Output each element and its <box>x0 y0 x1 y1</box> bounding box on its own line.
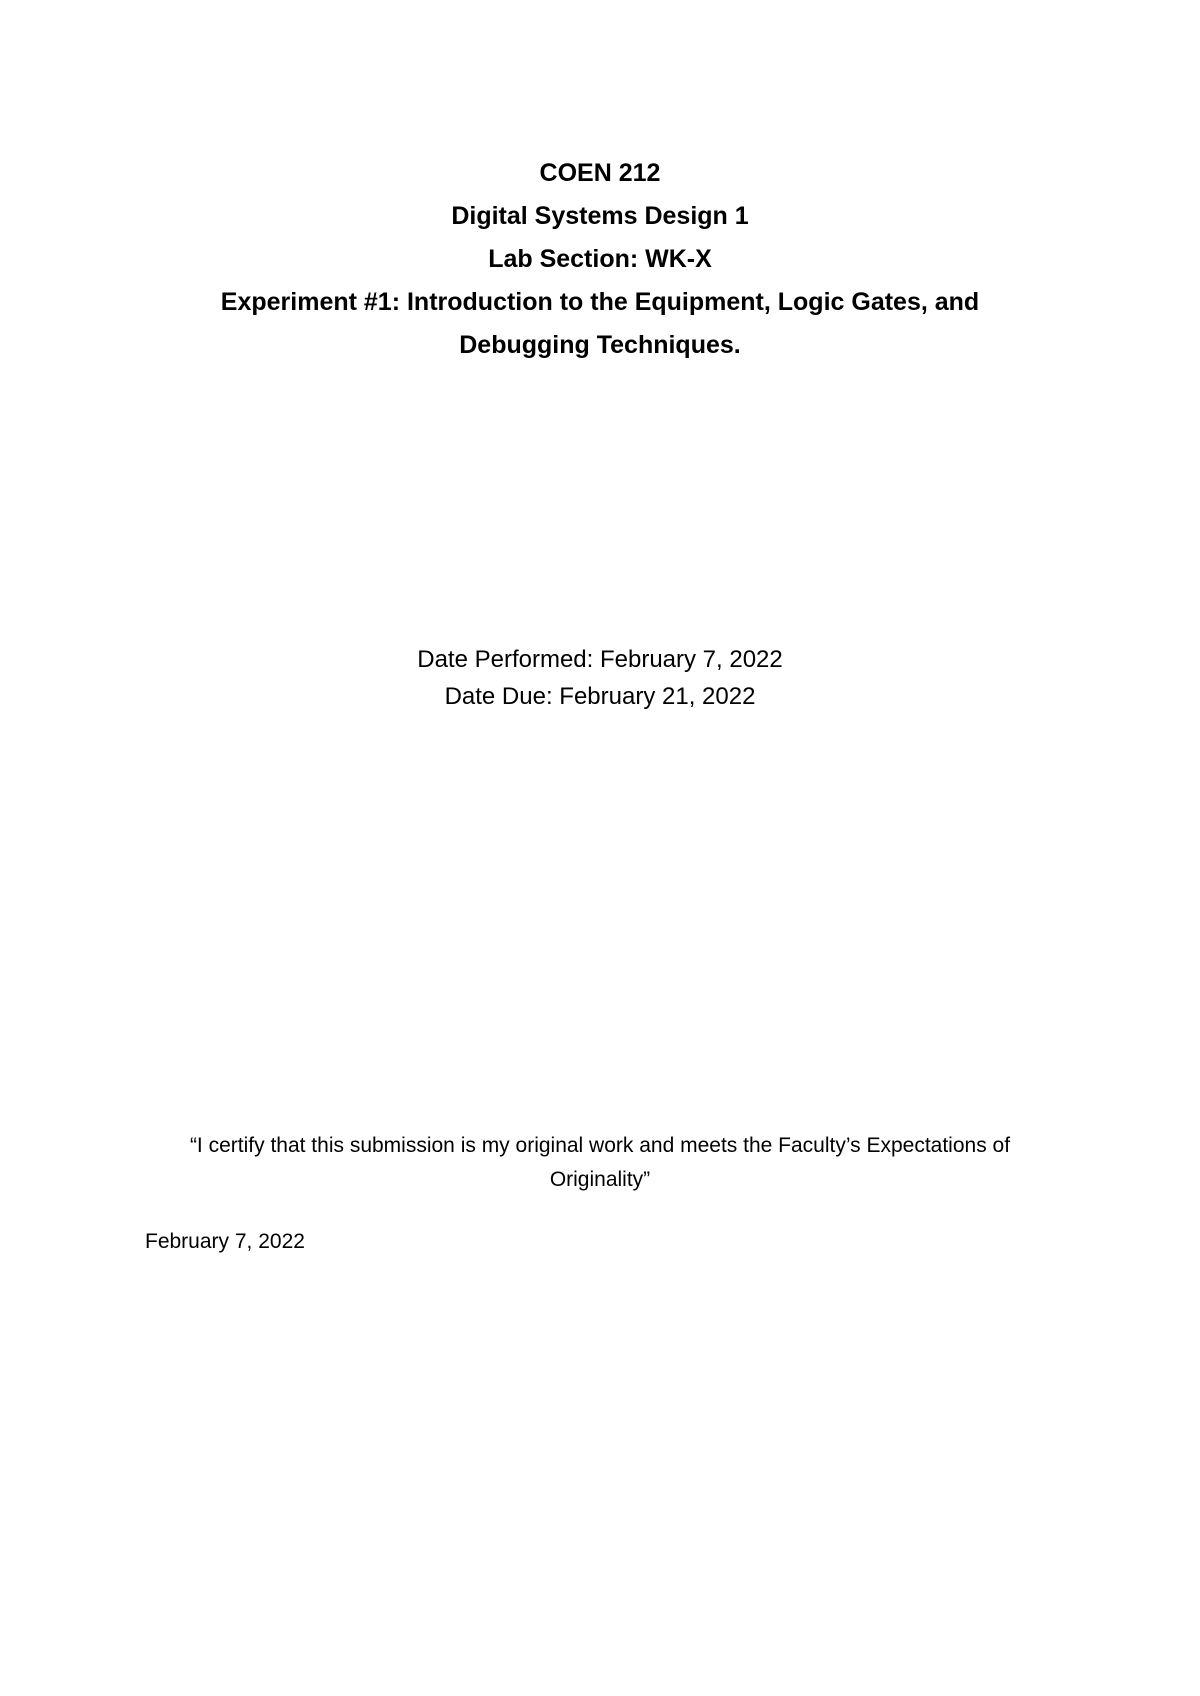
certification-line-2: Originality” <box>549 1168 651 1191</box>
lab-section: Lab Section: WK-X <box>488 245 712 273</box>
signature-date: February 7, 2022 <box>145 1230 305 1253</box>
title-block <box>100 152 1100 367</box>
certification-statement <box>140 1129 1060 1197</box>
experiment-title-line-2: Debugging Techniques. <box>459 331 741 359</box>
date-performed: Date Performed: February 7, 2022 <box>417 646 783 673</box>
experiment-title-line-1: Experiment #1: Introduction to the Equipment, Logic Gates, and <box>220 288 980 316</box>
date-due: Date Due: February 21, 2022 <box>444 683 756 710</box>
course-code: COEN 212 <box>539 159 661 187</box>
course-name: Digital Systems Design 1 <box>451 202 749 230</box>
dates-block <box>100 641 1100 715</box>
certification-line-1: “I certify that this submission is my original work and meets the Faculty’s Expectations of <box>189 1134 1011 1157</box>
